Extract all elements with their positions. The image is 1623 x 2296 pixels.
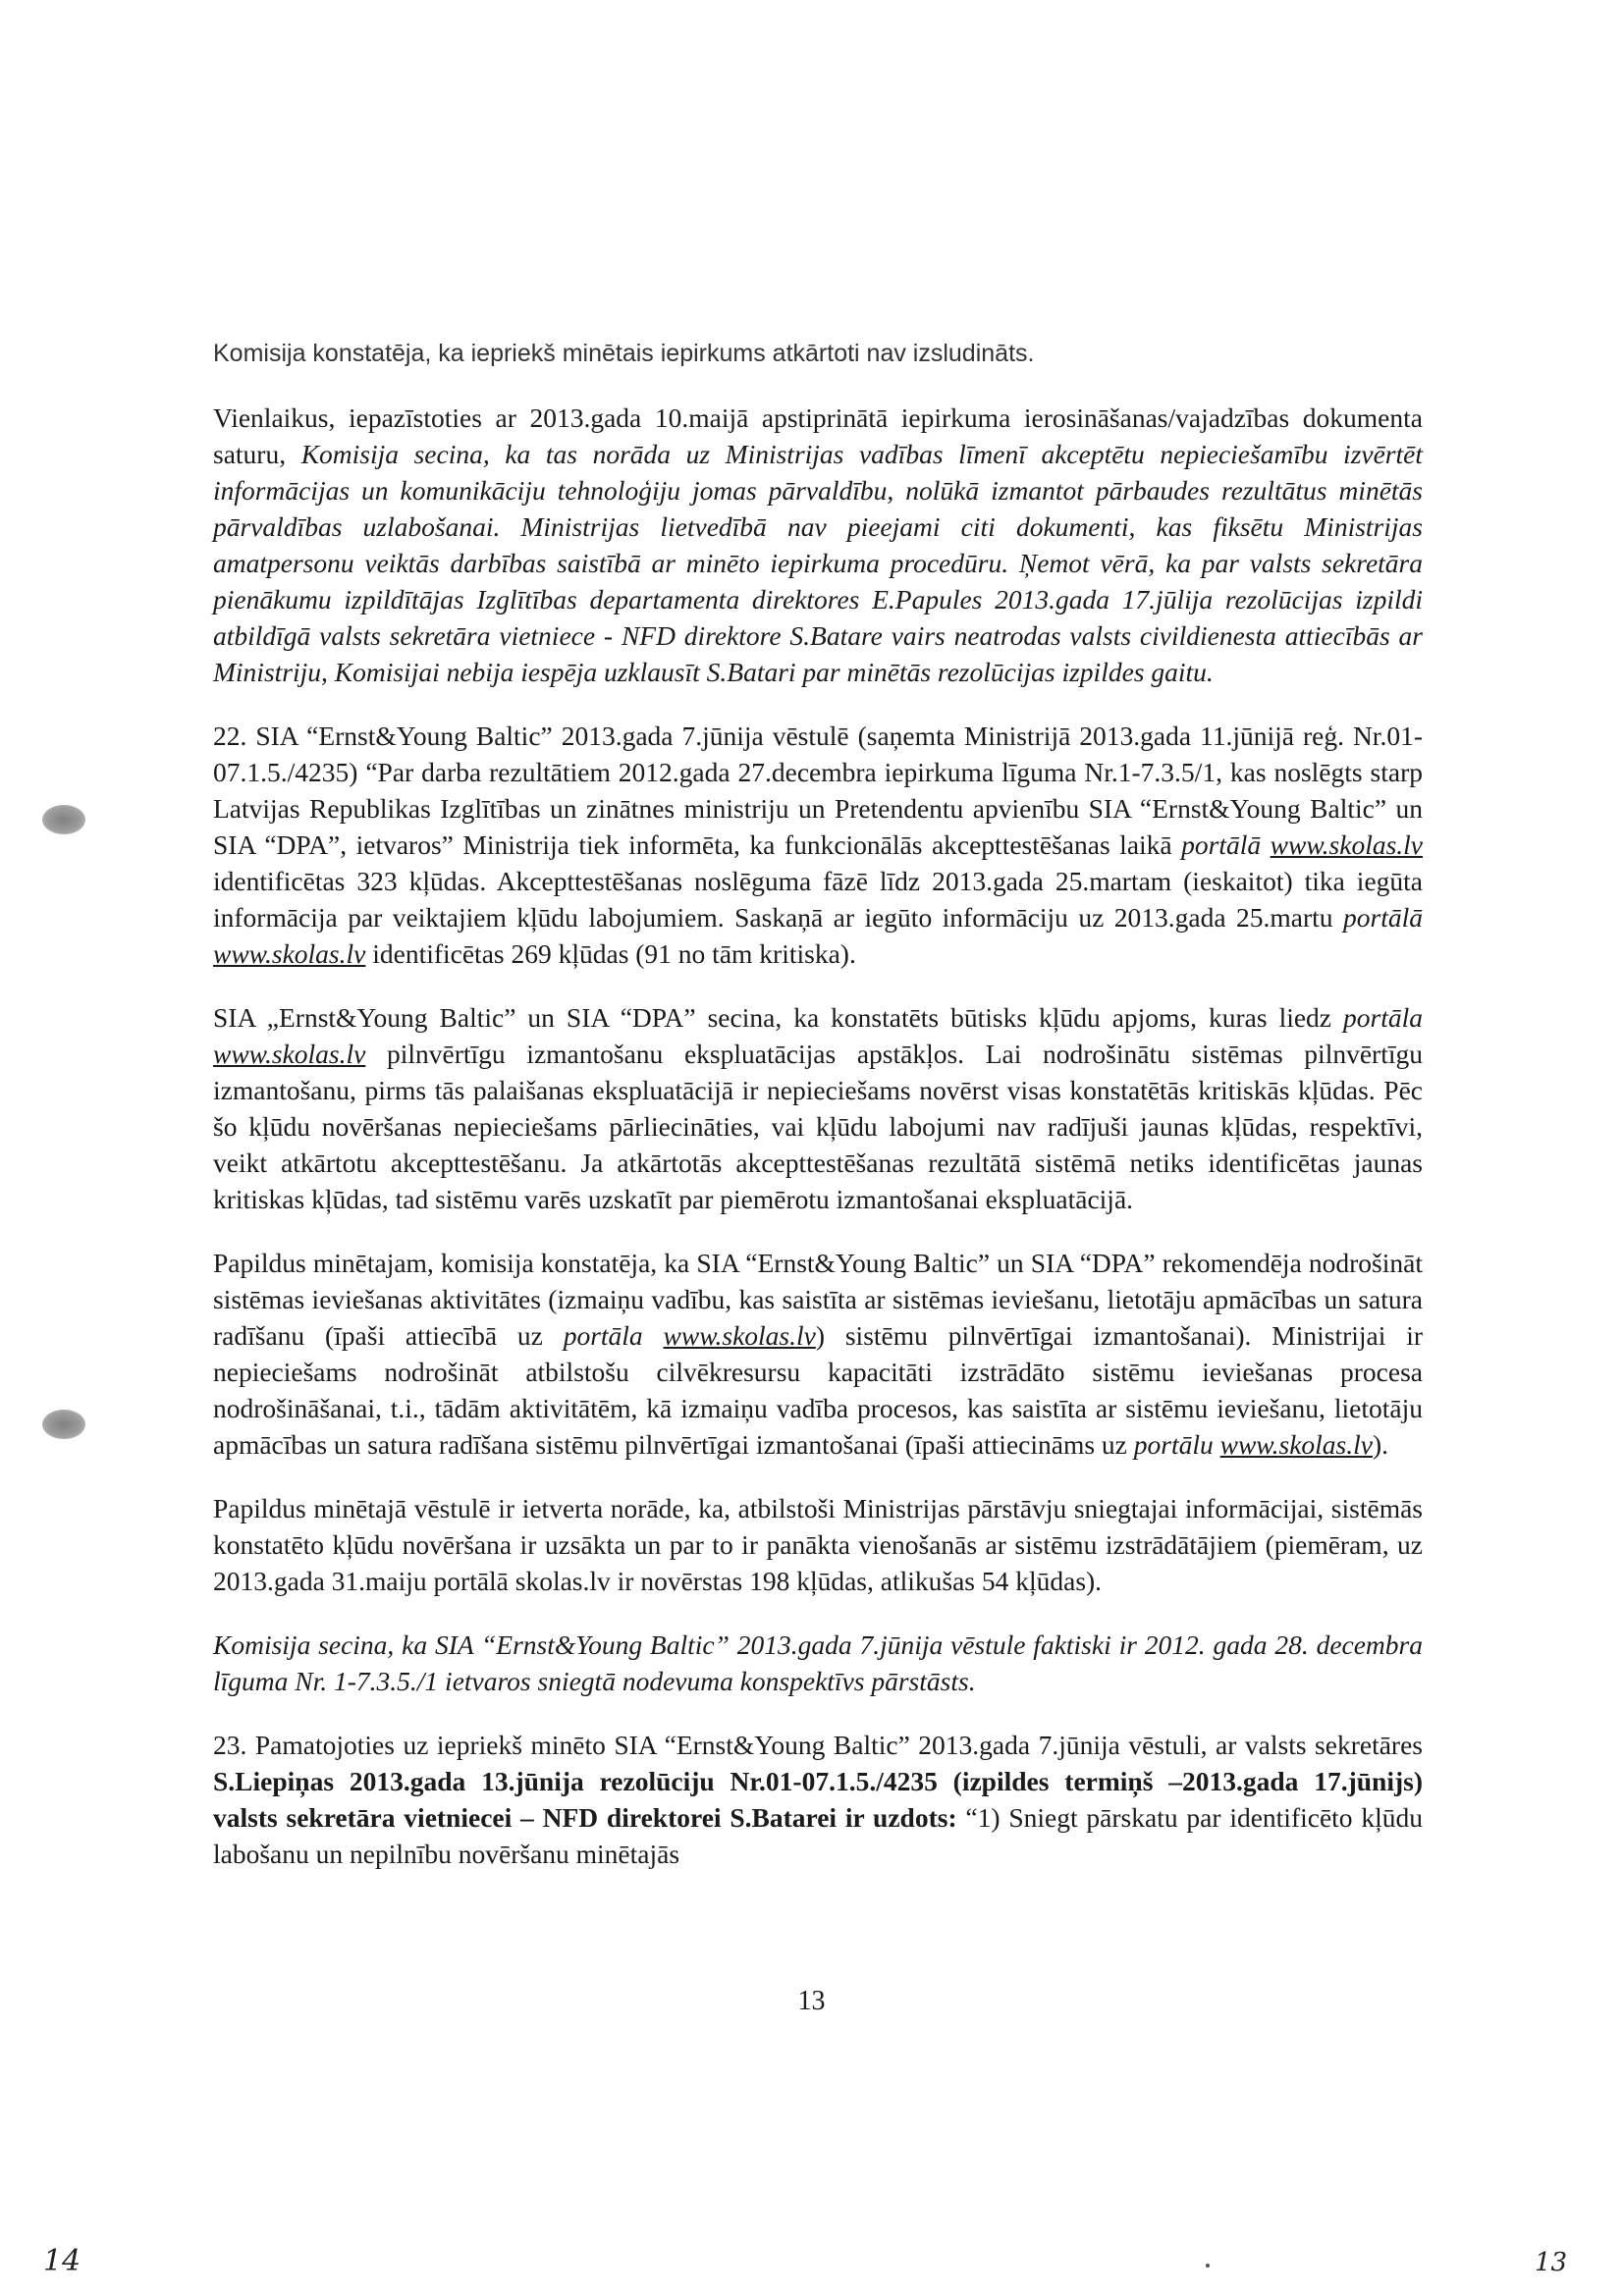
website-link[interactable]: www.skolas.lv — [663, 1320, 816, 1351]
text-run: ) sistēmu pilnvērtīgai izmantošanai). Ministrijai ir nepieciešams nodrošināt atbilstošu cilvēkresursu kapacitāti izstrādāto sistēmu ieviešanas procesa nodrošināšanai, t.i., tādām aktivitātēm, kā izmaiņu vadība procesos, kas saistīta ar sistēmu ieviešanu, lietotāju apmācības un satura radīšana sistēmu pilnvērtīgai izmantošanai (īpaši attiecināms uz — [213, 1320, 1424, 1460]
handwritten-page-mark-left: 14 — [43, 2244, 81, 2278]
text-run: SIA „Ernst&Young Baltic” un SIA “DPA” secina, ka konstatēts būtisks kļūdu apjoms, kuras liedz — [213, 1002, 1344, 1033]
text-run: ). — [1372, 1429, 1389, 1460]
website-link[interactable]: www.skolas.lv — [1219, 1429, 1373, 1460]
website-link[interactable]: www.skolas.lv — [213, 1039, 366, 1069]
italic-text: Komisija secina, ka tas norāda uz Ministrijas vadības līmenī akceptētu nepieciešamību izvērtēt informācijas un komunikāciju tehnoloģiju jomas pārvaldību, nolūkā izmantot pārbaudes rezultātus minētās pārvaldības uzlabošanai. Ministrijas lietvedībā nav pieejami citi dokumenti, kas fiksētu Ministrijas amatpersonu veiktās darbības saistībā ar minēto iepirkuma procedūru. Ņemot vērā, ka par valsts sekretāra pienākumu izpildītājas Izglītības departamenta direktores E.Papules 2013.gada 17.jūlija rezolūcijas izpildi atbildīgā valsts sekretāra vietniece - NFD direktore S.Batare vairs neatrodas valsts civildienesta attiecībās ar Ministriju, Komisijai nebija iespēja uzklausīt S.Batari par minētās rezolūcijas izpildes gaitu. — [213, 439, 1423, 687]
text-run: identificētas 323 kļūdas. Akcepttestēšanas noslēguma fāzē līdz 2013.gada 25.martam (ieskaitot) tika iegūta informācija par veiktajiem kļūdu labojumiem. Saskaņā ar iegūto informāciju uz 2013.gada 25.martu — [213, 866, 1423, 933]
document-body — [213, 336, 1423, 1872]
paragraph-23 — [213, 1727, 1423, 1872]
text-run: pilnvērtīgu izmantošanu ekspluatācijas apstākļos. Lai nodrošinātu sistēmas pilnvērtīgu izmantošanu, pirms tās palaišanas ekspluatācijā ir nepieciešams novērst visas konstatētās kritiskās kļūdas. Pēc šo kļūdu novēršanas nepieciešams pārliecināties, vai kļūdu labojumi nav radījuši jaunas kļūdas, respektīvi, veikt atkārtotu akcepttestēšanu. Ja atkārtotās akcepttestēšanas rezultātā sistēmā netiks identificētas jaunas kritiskas kļūdas, tad sistēmu varēs uzskatīt par piemērotu izmantošanai ekspluatācijā. — [213, 1039, 1423, 1214]
page-number: 13 — [797, 1986, 826, 2016]
text-run: 23. Pamatojoties uz iepriekš minēto SIA “Ernst&Young Baltic” 2013.gada 7.jūnija vēstuli, ar valsts sekretāres — [213, 1730, 1423, 1760]
italic-text: portāla — [1343, 1002, 1423, 1033]
text-run: Papildus minētajam, komisija konstatēja, ka SIA “Ernst&Young Baltic” un SIA “DPA” rekomendēja nodrošināt sistēmas ieviešanas aktivitātes (izmaiņu vadību, kas saistīta ar sistēmas ieviešanu, lietotāju apmācības un satura radīšanu (īpaši attiecībā uz — [213, 1248, 1423, 1351]
website-link[interactable]: www.skolas.lv — [213, 938, 366, 969]
punch-hole-lower — [42, 1410, 85, 1439]
handwritten-page-mark-right: 13 — [1535, 2248, 1568, 2277]
italic-text: portālā — [1343, 902, 1423, 933]
bold-text: S.Liepiņas 2013.gada 13.jūnija rezolūciju Nr.01-07.1.5./4235 (izpildes termiņš –2013.gada 17.jūnijs) valsts sekretāra vietniecei – NFD direktorei S.Batarei ir uzdots: — [213, 1766, 1423, 1833]
italic-text: portālā — [1181, 829, 1262, 860]
website-link[interactable]: www.skolas.lv — [1270, 829, 1424, 860]
text-run: “1) Sniegt pārskatu par identificēto kļūdu labošanu un nepilnību novēršanu minētajās — [213, 1802, 1423, 1869]
text-run: identificētas 269 kļūdas (91 no tām kritiska). — [365, 938, 856, 969]
punch-hole-upper — [42, 805, 85, 834]
italic-text: portālu — [1133, 1429, 1214, 1460]
paragraph-vienlaikus — [213, 400, 1423, 690]
paragraph-komisija-secina: Komisija secina, ka SIA “Ernst&Young Baltic” 2013.gada 7.jūnija vēstule faktiski ir 2012. gada 28. decembra līguma Nr. 1-7.3.5./1 ietvaros sniegtā nodevuma konspektīvs pārstāsts. — [213, 1629, 1423, 1696]
paragraph-papildus-2: Papildus minētajā vēstulē ir ietverta norāde, ka, atbilstoši Ministrijas pārstāvju sniegtajai informācijai, sistēmās konstatēto kļūdu novēršana ir uzsākta un par to ir panākta vienošanās ar sistēmu izstrādātājiem (piemēram, uz 2013.gada 31.maiju portālā skolas.lv ir novērstas 198 kļūdas, atlikušas 54 kļūdas). — [213, 1493, 1423, 1596]
text-run: Vienlaikus, iepazīstoties ar 2013.gada 10.maijā apstiprinātā iepirkuma ierosināšanas/vajadzības dokumenta saturu, — [213, 402, 1423, 469]
text-run: 22. SIA “Ernst&Young Baltic” 2013.gada 7.jūnija vēstulē (saņemta Ministrijā 2013.gada 11.jūnijā reģ. Nr.01-07.1.5./4235) “Par darba rezultātiem 2012.gada 27.decembra iepirkuma līguma Nr.1-7.3.5/1, kas noslēgts starp Latvijas Republikas Izglītības un zinātnes ministriju un Pretendentu apvienību SIA “Ernst&Young Baltic” un SIA “DPA”, ietvaros” Ministrija tiek informēta, ka funkcionālās akcepttestēšanas laikā — [213, 721, 1423, 860]
paragraph-22 — [213, 718, 1423, 972]
paragraph-papildus-1 — [213, 1245, 1423, 1463]
italic-text: portāla — [563, 1320, 643, 1351]
intro-paragraph: Komisija konstatēja, ka iepriekš minētais iepirkums atkārtoti nav izsludināts. — [213, 340, 1035, 367]
scan-dot — [1206, 2264, 1210, 2268]
paragraph-sia-secina — [213, 999, 1423, 1217]
